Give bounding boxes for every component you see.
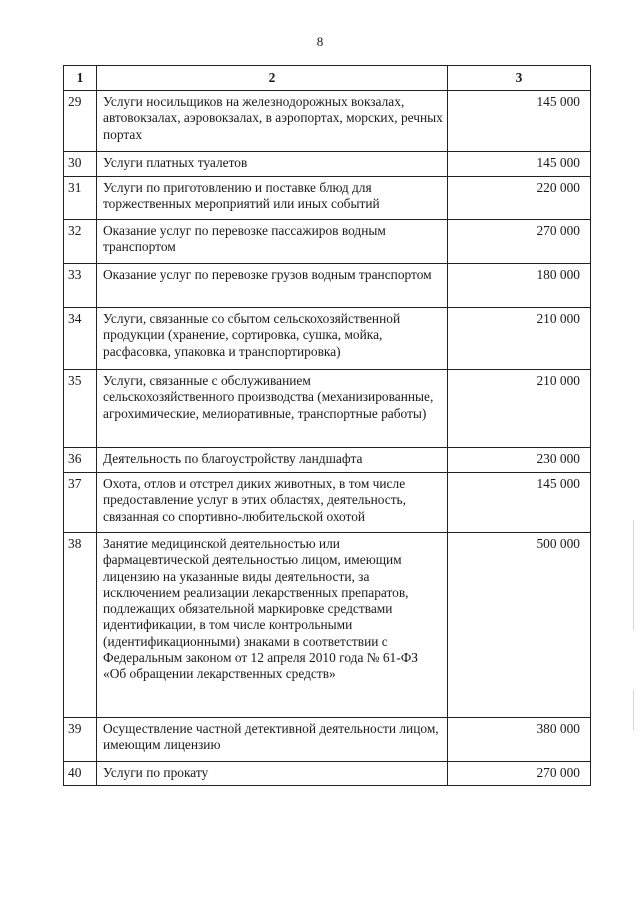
amount-value: 380 000 — [448, 718, 591, 762]
row-number: 32 — [64, 220, 97, 264]
row-number: 31 — [64, 177, 97, 220]
amount-value: 210 000 — [448, 370, 591, 448]
row-number: 39 — [64, 718, 97, 762]
table-row — [64, 220, 591, 264]
amount-value: 145 000 — [448, 473, 591, 533]
row-number: 34 — [64, 308, 97, 370]
table-header-row — [64, 66, 591, 91]
service-description: Занятие медицинской деятельностью или фармацевтической деятельностью лицом, имеющим лицензию на указанные виды деятельности, за исключением реализации лекарственных препаратов, подлежащих обязательной маркировке средствами идентификации, в том числе контрольными (идентификационными) знаками в соответствии с Федеральным законом от 12 апреля 2010 года № 61-ФЗ «Об обращении лекарственных средств» — [97, 533, 448, 718]
service-description: Услуги носильщиков на железнодорожных вокзалах, автовокзалах, аэровокзалах, в аэропортах, морских, речных портах — [97, 91, 448, 152]
row-number: 38 — [64, 533, 97, 718]
row-number: 36 — [64, 448, 97, 473]
column-header-3: 3 — [448, 66, 591, 91]
amount-value: 220 000 — [448, 177, 591, 220]
service-description: Услуги, связанные со сбытом сельскохозяйственной продукции (хранение, сортировка, сушка, мойка, расфасовка, упаковка и транспортировка) — [97, 308, 448, 370]
amount-value: 145 000 — [448, 152, 591, 177]
table-row — [64, 152, 591, 177]
table-row — [64, 177, 591, 220]
service-description: Охота, отлов и отстрел диких животных, в том числе предоставление услуг в этих областях, деятельность, связанная со спортивно-любительской охотой — [97, 473, 448, 533]
page-number: 8 — [316, 34, 324, 49]
row-number: 40 — [64, 762, 97, 786]
amount-value: 500 000 — [448, 533, 591, 718]
amount-value: 230 000 — [448, 448, 591, 473]
service-description: Деятельность по благоустройству ландшафта — [97, 448, 448, 473]
column-header-1: 1 — [64, 66, 97, 91]
table-row — [64, 370, 591, 448]
service-description: Осуществление частной детективной деятельности лицом, имеющим лицензию — [97, 718, 448, 762]
amount-value: 210 000 — [448, 308, 591, 370]
row-number: 37 — [64, 473, 97, 533]
services-table — [63, 65, 591, 786]
scan-edge-mark — [633, 690, 634, 730]
service-description: Оказание услуг по перевозке пассажиров водным транспортом — [97, 220, 448, 264]
service-description: Услуги по приготовлению и поставке блюд для торжественных мероприятий или иных событий — [97, 177, 448, 220]
service-description: Услуги, связанные с обслуживанием сельскохозяйственного производства (механизированные, агрохимические, мелиоративные, транспортные работы) — [97, 370, 448, 448]
service-description: Услуги по прокату — [97, 762, 448, 786]
table-row — [64, 91, 591, 152]
amount-value: 270 000 — [448, 220, 591, 264]
table-row — [64, 473, 591, 533]
table-row — [64, 718, 591, 762]
amount-value: 180 000 — [448, 264, 591, 308]
service-description: Оказание услуг по перевозке грузов водным транспортом — [97, 264, 448, 308]
table-row — [64, 308, 591, 370]
amount-value: 145 000 — [448, 91, 591, 152]
table-row — [64, 448, 591, 473]
row-number: 35 — [64, 370, 97, 448]
column-header-2: 2 — [97, 66, 448, 91]
table-row — [64, 762, 591, 786]
scan-edge-mark — [633, 520, 634, 630]
table-row — [64, 533, 591, 718]
amount-value: 270 000 — [448, 762, 591, 786]
row-number: 30 — [64, 152, 97, 177]
row-number: 29 — [64, 91, 97, 152]
row-number: 33 — [64, 264, 97, 308]
table-row — [64, 264, 591, 308]
service-description: Услуги платных туалетов — [97, 152, 448, 177]
